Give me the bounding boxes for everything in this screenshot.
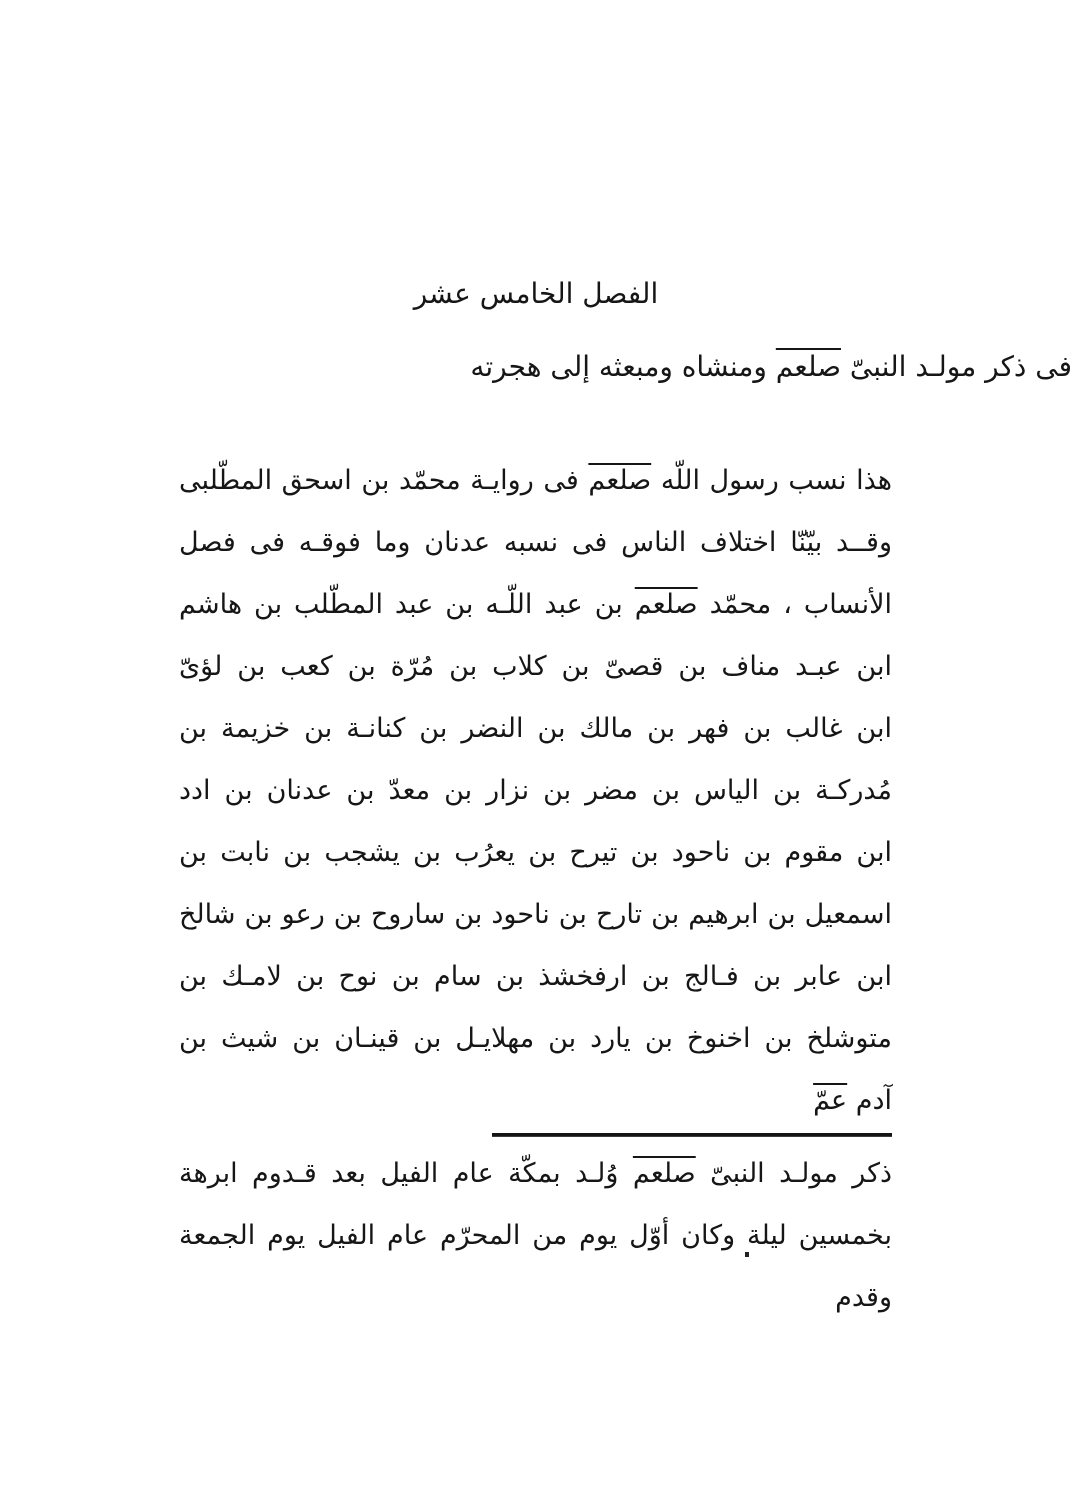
- text-line: [0, 346, 1072, 388]
- salam-abbreviation: صلعم: [632, 1158, 696, 1189]
- text-line: [179, 760, 892, 822]
- text-segment: ابن عبـد مناف بن قصىّ بن كلاب بن مُرّة بن كعب بن لؤىّ: [179, 651, 892, 682]
- text-segment: ابن مقوم بن ناحود بن تيرح بن يعرُب بن يشجب بن نابت بن: [179, 837, 892, 868]
- text-line: [179, 946, 892, 1008]
- text-line: [179, 698, 892, 760]
- text-segment: ابن غالب بن فهر بن مالك بن النضر بن كنانـة بن خزيمة بن: [179, 713, 892, 744]
- text-line: [179, 1008, 892, 1070]
- text-segment: بخمسين ليلة وكان أوّل يوم من المحرّم عام الفيل يوم الجمعة وقدم: [179, 1220, 892, 1313]
- text-line: [179, 574, 892, 636]
- text-line: [179, 1205, 892, 1313]
- text-line: [179, 512, 892, 574]
- text-line: [179, 636, 892, 698]
- text-segment: ابن عابر بن فـالج بن ارفخشذ بن سام بن نوح بن لامـك بن: [179, 961, 892, 992]
- text-segment: فى ذكر مولـد النبىّ: [840, 350, 1072, 383]
- birth-section-paragraph: [179, 1143, 892, 1313]
- text-segment: الأنساب ، محمّد: [697, 589, 893, 620]
- scan-ink-speck: [745, 1252, 749, 1257]
- text-segment: وقــد بيّنّا اختلاف الناس فى نسبه عدنان وما فوقـه فى فصل: [179, 527, 892, 558]
- text-segment: بن عبد اللّـه بن عبد المطّلب بن هاشم: [179, 589, 635, 620]
- text-segment: اسمعيل بن ابرهيم بن تارح بن ناحود بن ساروح بن رعو بن شالخ: [179, 899, 892, 930]
- text-line: [179, 1070, 892, 1132]
- text-segment: ذكر مولـد النبىّ: [695, 1158, 892, 1189]
- text-line: [179, 884, 892, 946]
- text-line: [179, 1143, 892, 1205]
- salam-abbreviation: صلعم: [588, 465, 652, 496]
- text-block: [179, 450, 893, 1313]
- genealogy-paragraph: [179, 450, 892, 1132]
- salam-abbreviation: صلعم: [634, 589, 698, 620]
- text-line: [179, 450, 892, 512]
- text-segment: متوشلخ بن اخنوخ بن يارد بن مهلايـل بن قينـان بن شيث بن: [179, 1023, 892, 1054]
- chapter-subtitle: [0, 346, 1072, 388]
- text-segment: هذا نسب رسول اللّه: [651, 465, 892, 496]
- text-line: [179, 822, 892, 884]
- text-segment: مُدركـة بن الياس بن مضر بن نزار بن معدّ بن عدنان بن ادد: [179, 775, 892, 806]
- section-separator-rule: [492, 1133, 892, 1137]
- chapter-title: الفصل الخامس عشر: [413, 277, 659, 310]
- text-segment: ومنشاه ومبعثه إلى هجرته: [470, 350, 776, 383]
- text-segment: وُلـد بمكّة عام الفيل بعد قـدوم ابرهة: [179, 1158, 633, 1189]
- salam-abbreviation: صلعم: [775, 350, 841, 383]
- text-segment: فى روايـة محمّد بن اسحق المطّلبى: [179, 465, 589, 496]
- salam-abbreviation: عمّ: [813, 1085, 848, 1116]
- text-segment: آدم: [847, 1085, 892, 1116]
